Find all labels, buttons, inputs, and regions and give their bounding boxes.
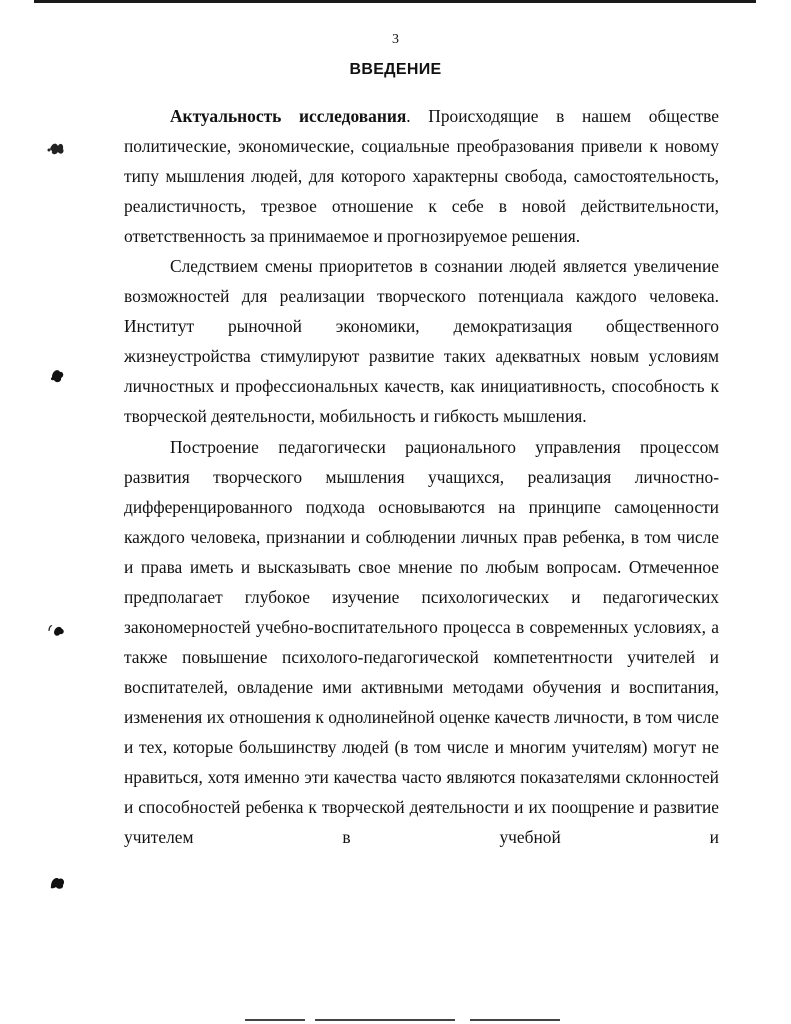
bottom-scan-border [245, 1019, 305, 1021]
binding-hole-mark-icon [46, 140, 70, 158]
lead-phrase: Актуальность исследования [170, 106, 407, 126]
paragraph-relevance [124, 101, 719, 251]
binding-hole-mark-icon [46, 367, 70, 385]
bottom-scan-border [470, 1019, 560, 1021]
binding-hole-mark-icon [46, 874, 70, 892]
paragraph-text: . Происходящие в нашем обществе политические, экономические, социальные преобразования привели к новому типу мышления людей, для которого характерны свобода, самостоятельность, реалистичность, трезвое отношение к себе в новой действительности, ответственность за принимаемое и прогнозируемое решения. [124, 106, 720, 247]
paragraph-construction [124, 432, 719, 853]
paragraph-text: Построение педагогически рационального управления процессом развития творческого мышления учащихся, реализация личностно-дифференцированного подхода основываются на принципе самоценности каждого человека, признании и соблюдении личных прав ребенка, в том числе и права иметь и высказывать свое мнение по любым вопросам. Отмеченное предполагает глубокое изучение психологических и педагогических закономерностей учебно-воспитательного процесса в современных условиях, а также повышение психолого-педагогической компетентности учителей и воспитателей, овладение ими активными методами обучения и воспитания, изменения их отношения к однолинейной оценке качеств личности, в том числе и тех, которые большинству людей (в том числе и многим учителям) могут не нравиться, хотя именно эти качества часто являются показателями склонностей и способностей ребенка к творческой деятельности и их поощрение и развитие учителем в учебной и [124, 436, 719, 848]
paragraph-text: Следствием смены приоритетов в сознании людей является увеличение возможностей для реализации творческого потенциала каждого человека. Институт рыночной экономики, демократизация общественного жизнеустройства стимулируют развитие таких адекватных новым условиям личностных и профессиональных качеств, как инициативность, способность к творческой деятельности, мобильность и гибкость мышления. [124, 256, 719, 427]
binding-hole-mark-icon [46, 622, 70, 640]
section-heading: ВВЕДЕНИЕ [349, 61, 442, 78]
page-number: 3 [392, 32, 399, 47]
bottom-scan-border [315, 1019, 455, 1021]
paragraph-consequence [124, 251, 719, 431]
top-scan-border [34, 0, 756, 3]
document-body [124, 101, 719, 852]
